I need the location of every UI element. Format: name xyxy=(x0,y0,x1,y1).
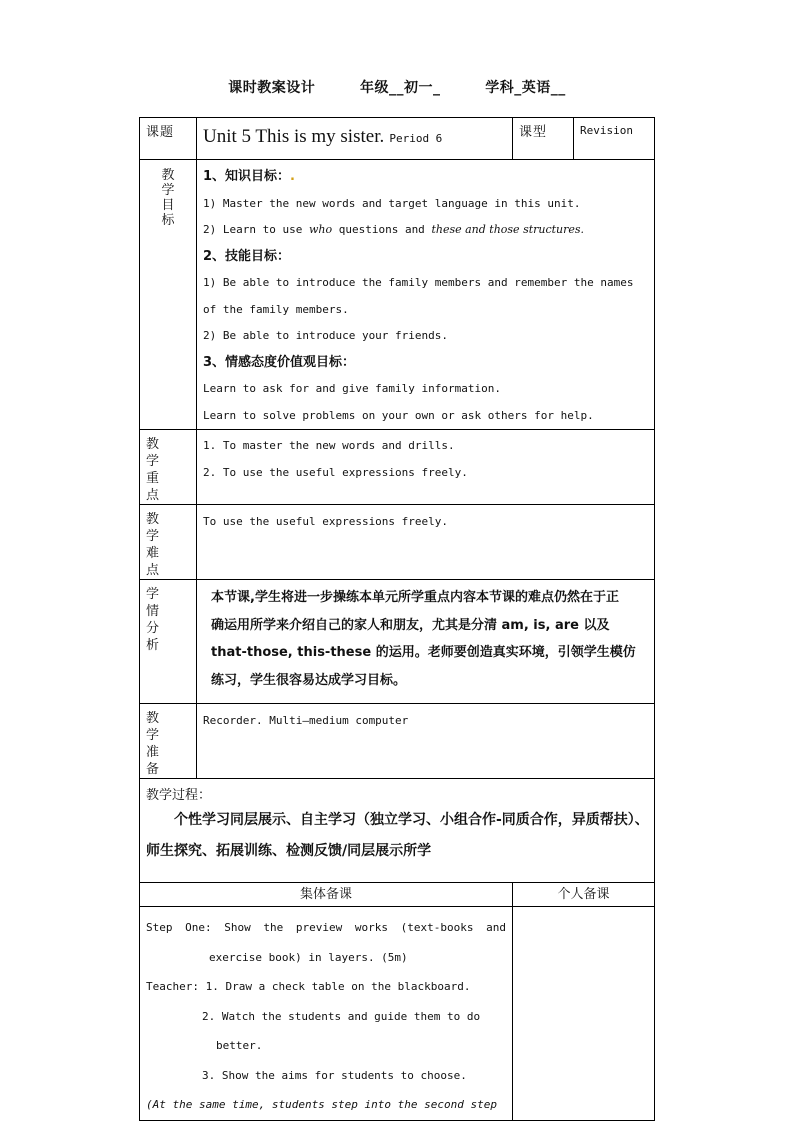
objective-line: Learn to solve problems on your own or ask others for help. xyxy=(203,408,594,422)
header-title: 课时教案设计 xyxy=(228,80,316,96)
process-row xyxy=(140,779,655,883)
analysis-row xyxy=(140,580,655,704)
step-line: (At the same time, students step into the second step xyxy=(146,1098,497,1111)
key-point-line: 2. To use the useful expressions freely. xyxy=(203,465,468,479)
personal-prep-content xyxy=(513,907,655,1121)
step-line: Teacher: 1. Draw a check table on the blackboard. xyxy=(146,980,471,993)
type-label: 课型 xyxy=(519,125,548,140)
process-line: 个性学习同层展示、自主学习（独立学习、小组合作-同质合作，异质帮扶）、 xyxy=(174,812,649,828)
analysis-line: 练习，学生很容易达成学习目标。 xyxy=(211,672,407,688)
process-line: 师生探究、拓展训练、检测反馈/同层展示所学 xyxy=(146,843,432,859)
type-value: Revision xyxy=(580,124,633,137)
objective-line: 2) Learn to use who questions and these and those structures. xyxy=(203,223,585,236)
header-subject: 学科_英语__ xyxy=(485,80,566,96)
page-header xyxy=(0,77,794,97)
objectives-label: 教学目标 xyxy=(161,168,175,228)
collective-prep-header: 集体备课 xyxy=(140,883,513,907)
analysis-label: 学 情 分 析 xyxy=(146,587,170,653)
analysis-label-cell xyxy=(140,580,197,704)
analysis-line: 本节课,学生将进一步操练本单元所学重点内容本节课的难点仍然在于正 xyxy=(211,590,619,605)
objective-line: 1) Master the new words and target language in this unit. xyxy=(203,196,581,210)
collective-prep-content xyxy=(140,907,513,1121)
objective-line: Learn to ask for and give family information. xyxy=(203,382,502,395)
lesson-title: Unit 5 This is my sister. xyxy=(203,126,385,147)
preparation-label: 教 学 准 备 xyxy=(146,711,170,777)
type-value-cell xyxy=(574,118,655,160)
preparation-text: Recorder. Multi—medium computer xyxy=(203,714,409,727)
columns-row xyxy=(140,883,655,907)
preparation-row xyxy=(140,704,655,779)
key-points-content xyxy=(197,430,655,505)
type-label-cell xyxy=(513,118,574,160)
difficulty-content xyxy=(197,505,655,580)
difficulty-row xyxy=(140,505,655,580)
process-heading: 教学过程： xyxy=(146,788,212,803)
key-points-row xyxy=(140,430,655,505)
process-content xyxy=(140,779,655,883)
key-points-label: 教 学 重 点 xyxy=(146,437,170,503)
step-line: Step One: Show the preview works (text-books and xyxy=(146,921,506,934)
objective-heading-knowledge: 1、知识目标：. xyxy=(203,169,295,184)
step-line: 3. Show the aims for students to choose. xyxy=(202,1068,467,1082)
personal-prep-header: 个人备课 xyxy=(513,883,655,907)
objective-line: 1) Be able to introduce the family members and remember the names xyxy=(203,276,634,289)
header-grade: 年级__初一_ xyxy=(360,80,441,96)
step-line: exercise book) in layers. (5m) xyxy=(209,950,408,964)
objectives-row xyxy=(140,160,655,430)
objective-heading-attitude: 3、情感态度价值观目标： xyxy=(203,354,356,370)
topic-row xyxy=(140,118,655,160)
lesson-period: Period 6 xyxy=(389,132,443,145)
objectives-label-cell xyxy=(140,160,197,430)
analysis-line: 确运用所学来介绍自己的家人和朋友，尤其是分清 am, is, are 以及 xyxy=(211,617,610,633)
difficulty-label: 教 学 难 点 xyxy=(146,512,170,578)
preparation-label-cell xyxy=(140,704,197,779)
key-points-label-cell xyxy=(140,430,197,505)
analysis-line: that-those, this-these 的运用。老师要创造真实环境，引领学生模仿 xyxy=(211,645,636,660)
objectives-content xyxy=(197,160,655,430)
objective-heading-skills: 2、技能目标： xyxy=(203,248,291,264)
topic-label-cell xyxy=(140,118,197,160)
objective-line: 2) Be able to introduce your friends. xyxy=(203,329,449,342)
objective-line: of the family members. xyxy=(203,302,349,316)
difficulty-label-cell xyxy=(140,505,197,580)
key-point-line: 1. To master the new words and drills. xyxy=(203,439,455,452)
difficulty-text: To use the useful expressions freely. xyxy=(203,515,449,528)
step-line: better. xyxy=(216,1039,263,1052)
analysis-content xyxy=(197,580,655,704)
topic-title-cell xyxy=(197,118,513,160)
lesson-plan-table xyxy=(139,117,655,1121)
topic-label: 课题 xyxy=(146,125,175,140)
step-line: 2. Watch the students and guide them to do xyxy=(202,1009,481,1023)
steps-row xyxy=(140,907,655,1121)
preparation-content xyxy=(197,704,655,779)
